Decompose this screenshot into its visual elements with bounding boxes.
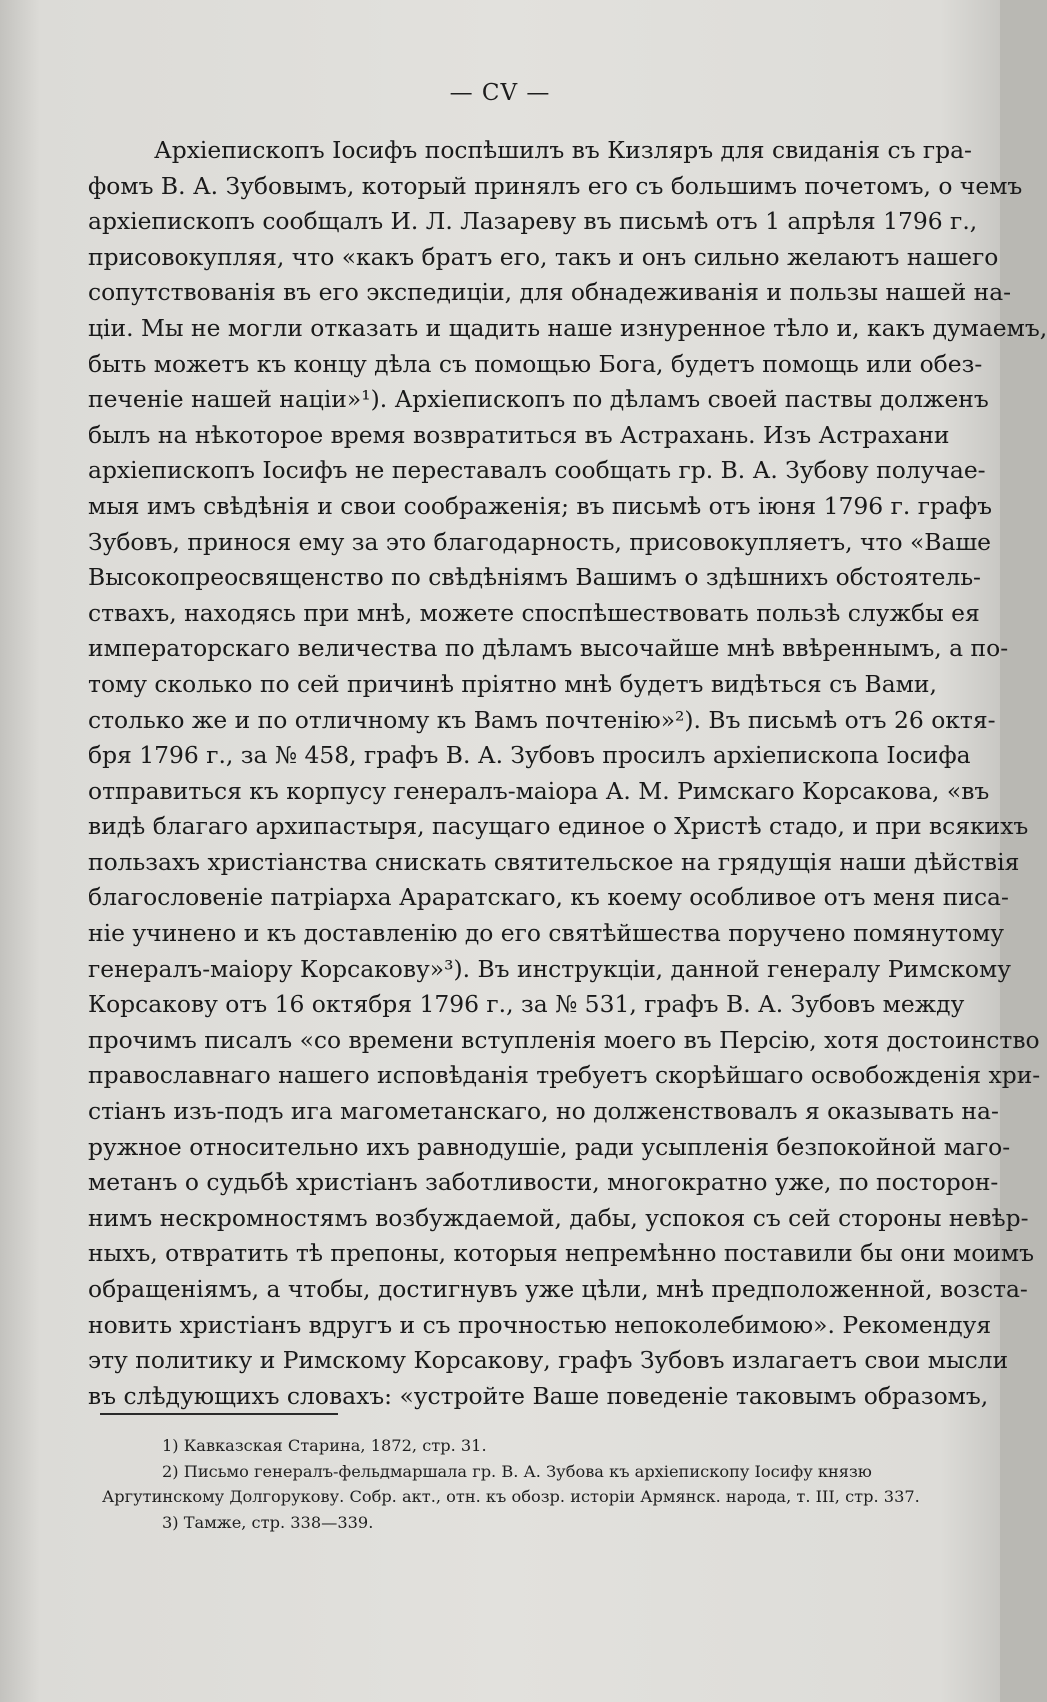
footnotes: [100, 1433, 930, 1535]
body-line: Зубовъ, принося ему за это благодарность, присовокупляетъ, что «Ваше: [88, 527, 991, 556]
body-line: видѣ благаго архипастыря, пасущаго единое о Христѣ стадо, и при всякихъ: [88, 812, 1029, 841]
body-line: Высокопреосвященство по свѣдѣніямъ Вашимъ о здѣшнихъ обстоятель-: [88, 563, 981, 592]
body-line: въ слѣдующихъ словахъ: «устройте Ваше поведеніе таковымъ образомъ,: [88, 1381, 989, 1410]
body-line: ныхъ, отвратить тѣ препоны, которыя непремѣнно поставили бы они моимъ: [88, 1239, 1034, 1268]
body-line: Архіепископъ Іосифъ поспѣшилъ въ Кизляръ для свиданія съ гра-: [154, 136, 972, 164]
body-line: метанъ о судьбѣ христіанъ заботливости, многократно уже, по посторон-: [88, 1168, 999, 1197]
body-line: мыя имъ свѣдѣнія и свои соображенія; въ письмѣ отъ іюня 1796 г. графъ: [88, 491, 993, 520]
body-line: столько же и по отличному къ Вамъ почтенію»²). Въ письмѣ отъ 26 октя-: [88, 705, 996, 734]
footnote-divider: [100, 1413, 338, 1415]
body-line: присовокупляя, что «какъ братъ его, такъ и онъ сильно желаютъ нашего: [88, 242, 999, 271]
body-line: былъ на нѣкоторое время возвратиться въ Астрахань. Изъ Астрахани: [88, 420, 950, 449]
body-line: прочимъ писалъ «со времени вступленія моего въ Персію, хотя достоинство: [88, 1025, 1040, 1054]
body-line: отправиться къ корпусу генералъ-маіора А. М. Римскаго Корсакова, «въ: [88, 776, 990, 805]
body-line: благословеніе патріарха Араратскаго, къ коему особливое отъ меня писа-: [88, 883, 1009, 912]
footnote-3: 3) Тамже, стр. 338—339.: [162, 1512, 374, 1532]
body-line: быть можетъ къ концу дѣла съ помощью Бога, будетъ помощь или обез-: [88, 349, 983, 378]
body-line: пользахъ христіанства снискать святительское на грядущія наши дѣйствія: [88, 847, 1020, 876]
body-line: фомъ В. А. Зубовымъ, который принялъ его съ большимъ почетомъ, о чемъ: [88, 171, 1023, 200]
body-line: ствахъ, находясь при мнѣ, можете споспѣшествовать пользѣ службы ея: [88, 598, 980, 627]
footnote-2: 2) Письмо генералъ-фельдмаршала гр. В. А. Зубова къ архіепископу Іосифу князю: [162, 1461, 872, 1481]
body-line: Корсакову отъ 16 октября 1796 г., за № 531, графъ В. А. Зубовъ между: [88, 990, 965, 1019]
page-number: — CV —: [449, 80, 551, 106]
body-line: православнаго нашего исповѣданія требуетъ скорѣйшаго освобожденія хри-: [88, 1061, 1041, 1090]
body-line: ціи. Мы не могли отказать и щадить наше изнуренное тѣло и, какъ думаемъ,: [88, 313, 1047, 342]
body-line: новить христіанъ вдругъ и съ прочностью непоколебимою». Рекомендуя: [88, 1310, 992, 1339]
body-line: ніе учинено и къ доставленію до его святѣйшества поручено помянутому: [88, 919, 1005, 948]
body-line: архіепископъ сообщалъ И. Л. Лазареву въ письмѣ отъ 1 апрѣля 1796 г.,: [88, 207, 978, 236]
body-line: императорскаго величества по дѣламъ высочайше мнѣ ввѣреннымъ, а по-: [88, 634, 1009, 663]
body-line: ружное относительно ихъ равнодушіе, ради усыпленія безпокойной маго-: [88, 1132, 1011, 1161]
body-line: архіепископъ Іосифъ не переставалъ сообщать гр. В. А. Зубову получае-: [88, 456, 986, 485]
body-line: обращеніямъ, а чтобы, достигнувъ уже цѣли, мнѣ предположенной, возста-: [88, 1275, 1028, 1303]
body-line: нимъ нескромностямъ возбуждаемой, дабы, успокоя съ сей стороны невѣр-: [88, 1203, 1029, 1232]
body-text: [88, 133, 1047, 1414]
body-line: сопутствованія въ его экспедиціи, для обнадеживанія и пользы нашей на-: [88, 278, 1012, 307]
body-line: стіанъ изъ-подъ ига магометанскаго, но долженствовалъ я оказывать на-: [88, 1097, 999, 1126]
body-line: бря 1796 г., за № 458, графъ В. А. Зубовъ просилъ архіепископа Іосифа: [88, 741, 971, 770]
footnote-1: 1) Кавказская Старина, 1872, стр. 31.: [162, 1436, 487, 1455]
body-line: тому сколько по сей причинѣ пріятно мнѣ будетъ видѣться съ Вами,: [88, 669, 937, 698]
footnote-2-continuation: Аргутинскому Долгорукову. Собр. акт., отн. къ обозр. исторіи Армянск. народа, т. III, стр. 337.: [102, 1487, 920, 1506]
body-line: генералъ-маіору Корсакову»³). Въ инструкціи, данной генералу Римскому: [88, 954, 1011, 983]
body-line: эту политику и Римскому Корсакову, графъ Зубовъ излагаетъ свои мысли: [88, 1346, 1009, 1375]
body-line: печеніе нашей націи»¹). Архіепископъ по дѣламъ своей паствы долженъ: [88, 385, 989, 414]
